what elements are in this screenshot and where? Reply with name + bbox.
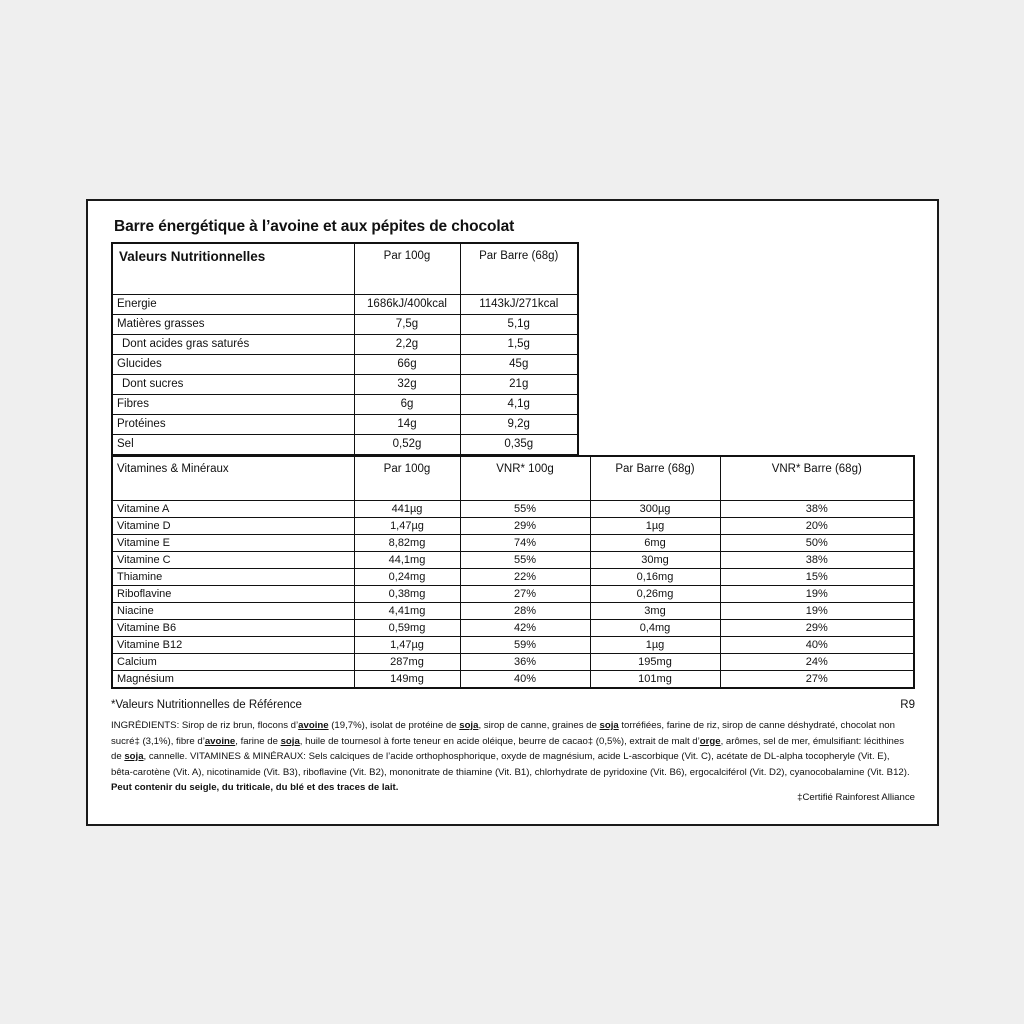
reference-code: R9	[900, 699, 915, 711]
vitamin-vnrbar: 38%	[720, 501, 914, 518]
nutrition-header-per100: Par 100g	[354, 243, 460, 295]
nutrient-name: Energie	[112, 295, 354, 315]
vitamin-row	[112, 586, 914, 603]
vitamin-per100: 149mg	[354, 671, 460, 689]
nutrition-table	[111, 242, 579, 456]
vitamin-vnrbar: 27%	[720, 671, 914, 689]
vitamin-per100: 4,41mg	[354, 603, 460, 620]
vitamin-perbar: 195mg	[590, 654, 720, 671]
nutrient-per100: 32g	[354, 375, 460, 395]
nutrient-perbar: 9,2g	[460, 415, 578, 435]
vitamins-table	[111, 455, 915, 689]
nutrition-row	[112, 315, 578, 335]
vitamin-perbar: 3mg	[590, 603, 720, 620]
vitamin-vnrbar: 19%	[720, 603, 914, 620]
vitamin-vnrbar: 15%	[720, 569, 914, 586]
product-title: Barre énergétique à l’avoine et aux pépites de chocolat	[114, 218, 515, 235]
ingredient-text: INGRÉDIENTS: Sirop de riz brun, flocons d’	[111, 720, 299, 731]
ingredient-text: torréfiées, farine de riz, sirop de canne déshydraté, chocolat non sucré‡ (3,1%), fibre d’	[111, 720, 895, 747]
nutrient-name: Dont acides gras saturés	[112, 335, 354, 355]
allergen-text: soja	[459, 720, 479, 731]
vitamin-vnr100: 55%	[460, 552, 590, 569]
ingredient-text: , huile de tournesol à forte teneur en acide oléique, beurre de cacao‡ (0,5%), extrait de malt d’	[299, 735, 700, 747]
vitamin-row	[112, 654, 914, 671]
vitamin-name: Calcium	[112, 654, 354, 671]
allergen-text: soja	[599, 720, 619, 731]
nutrient-name: Dont sucres	[112, 375, 354, 395]
vitamin-per100: 1,47µg	[354, 518, 460, 535]
vitamins-table-header	[112, 456, 914, 501]
vitamin-row	[112, 620, 914, 637]
allergen-warning: Peut contenir du seigle, du triticale, du blé et des traces de lait.	[111, 782, 399, 793]
vitamins-header-vnrbar: VNR* Barre (68g)	[720, 456, 914, 501]
ingredients-text	[111, 718, 913, 796]
nutrient-per100: 2,2g	[354, 335, 460, 355]
nutrient-perbar: 21g	[460, 375, 578, 395]
vitamin-vnr100: 42%	[460, 620, 590, 637]
ingredient-text: , cannelle. VITAMINES & MINÉRAUX: Sels calciques de l’acide orthophosphorique, oxyde de magnésium, acide L-ascorbique (Vit. C), acétate de DL-alpha tocopheryle (Vit. E), bêta-carotène (Vit. A), nicotinamide (Vit. B3), riboflavine (Vit. B2), mononitrate de thiamine (Vit. B1), chlorhydrate de pyridoxine (Vit. B6), ergocalciférol (Vit. D2), cyanocobalamine (Vit. B12).	[111, 751, 910, 778]
ingredient-text: , arômes, sel de mer, émulsifiant: lécithines de	[111, 735, 905, 762]
vitamin-vnr100: 36%	[460, 654, 590, 671]
vitamin-row	[112, 569, 914, 586]
certification-note: ‡Certifié Rainforest Alliance	[797, 792, 915, 803]
vitamin-row	[112, 501, 914, 518]
vitamin-perbar: 1µg	[590, 637, 720, 654]
vitamins-header-perbar: Par Barre (68g)	[590, 456, 720, 501]
vitamin-per100: 287mg	[354, 654, 460, 671]
vitamin-perbar: 300µg	[590, 501, 720, 518]
vitamin-vnrbar: 38%	[720, 552, 914, 569]
vitamin-name: Niacine	[112, 603, 354, 620]
vitamin-per100: 44,1mg	[354, 552, 460, 569]
vitamin-vnr100: 74%	[460, 535, 590, 552]
vitamin-perbar: 101mg	[590, 671, 720, 689]
vitamin-vnrbar: 20%	[720, 518, 914, 535]
nutrient-perbar: 45g	[460, 355, 578, 375]
vitamin-perbar: 0,16mg	[590, 569, 720, 586]
vitamin-per100: 0,38mg	[354, 586, 460, 603]
vitamin-name: Magnésium	[112, 671, 354, 689]
nutrition-row	[112, 335, 578, 355]
vitamin-per100: 0,59mg	[354, 620, 460, 637]
nutrition-row	[112, 355, 578, 375]
vitamin-name: Vitamine D	[112, 518, 354, 535]
vitamin-row	[112, 603, 914, 620]
allergen-text: avoine	[204, 735, 236, 747]
nutrient-perbar: 0,35g	[460, 435, 578, 456]
vitamin-vnr100: 27%	[460, 586, 590, 603]
vitamin-row	[112, 535, 914, 552]
ingredient-text: , farine de	[235, 735, 281, 747]
nutrition-label	[86, 199, 939, 826]
vitamin-row	[112, 518, 914, 535]
nutrient-per100: 14g	[354, 415, 460, 435]
vitamin-vnrbar: 40%	[720, 637, 914, 654]
vitamin-name: Thiamine	[112, 569, 354, 586]
nutrient-perbar: 1,5g	[460, 335, 578, 355]
nutrition-header-label: Valeurs Nutritionnelles	[112, 243, 354, 295]
nutrition-row	[112, 375, 578, 395]
allergen-text: orge	[699, 735, 721, 747]
vitamin-vnr100: 40%	[460, 671, 590, 689]
nutrient-per100: 6g	[354, 395, 460, 415]
nutrient-per100: 0,52g	[354, 435, 460, 456]
vitamin-per100: 1,47µg	[354, 637, 460, 654]
ingredient-text: , sirop de canne, graines de	[478, 720, 600, 731]
vitamin-vnrbar: 24%	[720, 654, 914, 671]
nutrient-name: Fibres	[112, 395, 354, 415]
vitamin-per100: 8,82mg	[354, 535, 460, 552]
vitamin-perbar: 1µg	[590, 518, 720, 535]
vitamin-perbar: 6mg	[590, 535, 720, 552]
vitamin-perbar: 30mg	[590, 552, 720, 569]
vitamin-name: Vitamine B6	[112, 620, 354, 637]
allergen-text: avoine	[298, 720, 329, 731]
vitamin-per100: 0,24mg	[354, 569, 460, 586]
vitamins-header-per100: Par 100g	[354, 456, 460, 501]
vitamin-vnr100: 22%	[460, 569, 590, 586]
nutrient-per100: 7,5g	[354, 315, 460, 335]
nutrition-row	[112, 435, 578, 456]
nutrient-perbar: 5,1g	[460, 315, 578, 335]
vnr-footnote: *Valeurs Nutritionnelles de Référence	[111, 699, 302, 711]
vitamin-name: Vitamine E	[112, 535, 354, 552]
nutrition-row	[112, 295, 578, 315]
vitamins-header-vnr100: VNR* 100g	[460, 456, 590, 501]
nutrient-per100: 1686kJ/400kcal	[354, 295, 460, 315]
vitamin-row	[112, 637, 914, 654]
ingredient-text: (19,7%), isolat de protéine de	[328, 720, 460, 731]
nutrient-perbar: 4,1g	[460, 395, 578, 415]
vitamin-vnr100: 28%	[460, 603, 590, 620]
nutrient-name: Glucides	[112, 355, 354, 375]
vitamin-per100: 441µg	[354, 501, 460, 518]
nutrient-name: Protéines	[112, 415, 354, 435]
nutrition-table-header	[112, 243, 578, 295]
vitamin-vnrbar: 50%	[720, 535, 914, 552]
nutrition-row	[112, 395, 578, 415]
vitamin-perbar: 0,4mg	[590, 620, 720, 637]
allergen-text: soja	[280, 735, 300, 747]
nutrition-header-perbar: Par Barre (68g)	[460, 243, 578, 295]
nutrient-name: Sel	[112, 435, 354, 456]
nutrition-row	[112, 415, 578, 435]
vitamin-vnr100: 29%	[460, 518, 590, 535]
vitamin-row	[112, 671, 914, 689]
vitamin-perbar: 0,26mg	[590, 586, 720, 603]
vitamin-name: Vitamine B12	[112, 637, 354, 654]
vitamin-name: Vitamine C	[112, 552, 354, 569]
nutrient-name: Matières grasses	[112, 315, 354, 335]
vitamin-vnr100: 59%	[460, 637, 590, 654]
vitamin-vnrbar: 29%	[720, 620, 914, 637]
allergen-text: soja	[124, 751, 144, 762]
vitamin-vnr100: 55%	[460, 501, 590, 518]
nutrient-per100: 66g	[354, 355, 460, 375]
vitamin-vnrbar: 19%	[720, 586, 914, 603]
vitamin-name: Vitamine A	[112, 501, 354, 518]
vitamins-header-label: Vitamines & Minéraux	[112, 456, 354, 501]
nutrient-perbar: 1143kJ/271kcal	[460, 295, 578, 315]
vitamin-name: Riboflavine	[112, 586, 354, 603]
vitamin-row	[112, 552, 914, 569]
